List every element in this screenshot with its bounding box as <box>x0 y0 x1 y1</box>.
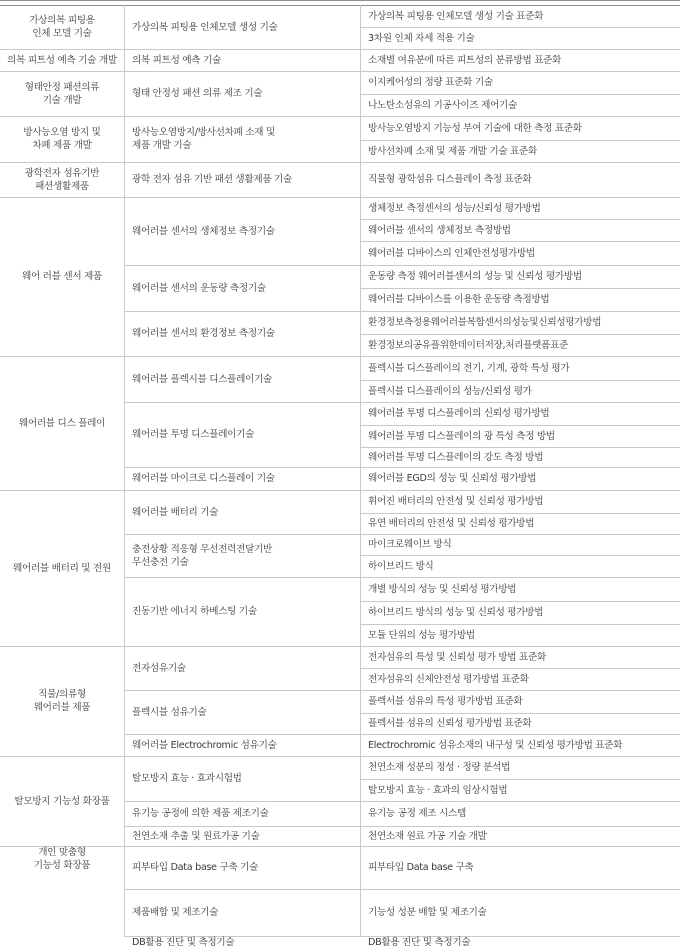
detail-standard-cell: DB활용 진단 및 측정기술 <box>368 937 471 948</box>
sub-technology-cell: 광학 전자 섬유 기반 패션 생활제품 기술 <box>132 174 292 185</box>
detail-standard-cell: 개별 방식의 성능 및 신뢰성 평가방법 <box>368 583 517 595</box>
detail-standard-cell: 전자섬유의 신체안전성 평가방법 표준화 <box>368 673 529 685</box>
detail-standard-cell: 웨어러블 센서의 생체정보 측정방법 <box>368 224 511 236</box>
sub-technology-cell: 웨어러블 센서의 운동량 측정기술 <box>132 282 266 294</box>
sub-technology-cell: 웨어러블 센서의 생체정보 측정기술 <box>132 225 275 237</box>
detail-standard-cell: 이지케어성의 정량 표준화 기술 <box>368 77 493 88</box>
detail-standard-cell: 환경정보측정용웨어러블복합센서의성능및신뢰성평가방법 <box>368 317 602 328</box>
detail-standard-cell: 유기능 공정 제조 시스템 <box>368 808 466 819</box>
main-category-cell: 웨어러블 디스 플레이 <box>18 417 106 429</box>
detail-standard-cell: 웨어러블 디바이스를 이용한 운동량 측정방법 <box>368 294 550 305</box>
sub-technology-cell: 플렉시블 섬유기술 <box>132 706 207 718</box>
detail-standard-cell: 탈모방지 효능 · 효과의 임상시험법 <box>368 784 508 796</box>
detail-standard-cell: 웨어러블 디바이스의 인체안전성평가방법 <box>368 247 535 259</box>
sub-technology-cell: 유기능 공정에 의한 제품 제조기술 <box>132 808 269 819</box>
detail-standard-cell: 피부타입 Data base 구축 <box>368 862 474 873</box>
detail-standard-cell: 3차원 인체 자세 적용 기술 <box>368 32 475 44</box>
detail-standard-cell: 소재별 여유분에 따른 피트성의 분류방법 표준화 <box>368 54 562 66</box>
sub-technology-cell: 의복 피트성 예측 기술 <box>132 54 221 66</box>
detail-standard-cell: 웨어러블 투명 디스플레이의 강도 측정 방법 <box>368 451 544 463</box>
main-category-cell: 광학전자 섬유기반 패션생활제품 <box>24 167 100 192</box>
sub-technology-cell: 웨어러블 센서의 환경정보 측정기술 <box>132 328 275 339</box>
sub-technology-cell: 전자섬유기술 <box>132 662 186 674</box>
sub-technology-cell: 진동기반 에너지 하베스팅 기술 <box>132 606 257 617</box>
sub-technology-cell: 웨어러블 Electrochromic 섬유기술 <box>132 739 277 751</box>
detail-standard-cell: 하이브리드 방식의 성능 및 신뢰성 평가방법 <box>368 607 544 618</box>
detail-standard-cell: 휘어진 배터리의 안전성 및 신뢰성 평가방법 <box>368 496 544 507</box>
detail-standard-cell: 가상의복 피팅용 인체모델 생성 기술 표준화 <box>368 10 544 22</box>
detail-standard-cell: 플렉시블 디스플레이의 성능/신뢰성 평가 <box>368 385 532 397</box>
detail-standard-cell: 모듈 단위의 성능 평가방법 <box>368 629 475 641</box>
detail-standard-cell: 웨어러블 투명 디스플레이의 신뢰성 평가방법 <box>368 408 550 419</box>
sub-technology-cell: 피부타입 Data base 구축 기술 <box>132 862 259 873</box>
sub-technology-cell: 가상의복 피팅용 인체모델 생성 기술 <box>132 21 278 33</box>
detail-standard-cell: 하이브리드 방식 <box>368 560 434 572</box>
detail-standard-cell: 전자섬유의 특성 및 신뢰성 평가 방법 표준화 <box>368 651 546 663</box>
sub-technology-cell: DB활용 진단 및 측정기술 <box>132 937 235 948</box>
main-category-cell: 방사능오염 방지 및 차폐 제품 개발 <box>23 127 101 151</box>
detail-standard-cell: 천연소재 원료 가공 기술 개발 <box>368 830 487 842</box>
sub-technology-cell: 제품배합 및 제조기술 <box>132 907 219 918</box>
sub-technology-cell: 웨어러블 마이크로 디스플레이 기술 <box>132 473 275 484</box>
sub-technology-cell: 충전상황 적응형 무선전력전달기반 무선충전 기술 <box>132 543 273 568</box>
main-category-cell: 웨어러블 배터리 및 전원 <box>13 562 111 574</box>
sub-technology-cell: 형태 안정성 패션 의류 제조 기술 <box>132 88 263 99</box>
detail-standard-cell: 웨어러블 투명 디스플레이의 광 특성 측정 방법 <box>368 430 555 442</box>
main-category-cell: 직물/의류형 웨어러블 제품 <box>33 689 91 713</box>
row-divider <box>0 0 680 1</box>
detail-standard-cell: 생체정보 측정센서의 성능/신뢰성 평가방법 <box>368 202 541 214</box>
sub-technology-cell: 웨어러블 플렉시블 디스플레이기술 <box>132 373 273 385</box>
main-category-cell: 형태안정 패션의류 기술 개발 <box>24 81 100 106</box>
main-category-cell: 웨어 러블 센서 제품 <box>22 271 102 282</box>
detail-standard-cell: 직물형 광학섬유 디스플레이 측정 표준화 <box>368 174 532 185</box>
main-category-cell: 가상의복 피팅용 인체 모델 기술 <box>29 15 95 39</box>
detail-standard-cell: 마이크로웨이브 방식 <box>368 539 452 550</box>
detail-standard-cell: 환경정보의공유플위한데이터저장,처리플랫폼표준 <box>368 339 569 351</box>
detail-standard-cell: Electrochromic 섬유소재의 내구성 및 신뢰성 평가방법 표준화 <box>368 739 623 751</box>
column-divider <box>360 5 361 936</box>
main-category-cell: 개인 맞춤형 기능성 화장품 <box>33 847 91 871</box>
sub-technology-cell: 탈모방지 효능 · 효과시험법 <box>132 773 242 784</box>
main-category-cell: 탈모방지 기능성 화장품 <box>14 795 110 807</box>
detail-standard-cell: 방사능오염방지 기능성 부여 기술에 대한 측정 표준화 <box>368 122 582 134</box>
detail-standard-cell: 방사선차폐 소재 및 제품 개발 기술 표준화 <box>368 145 537 157</box>
column-divider <box>124 5 125 936</box>
detail-standard-cell: 웨어러블 EGD의 성능 및 신뢰성 평가방법 <box>368 473 537 484</box>
sub-technology-cell: 웨어러블 투명 디스플레이기술 <box>132 429 255 440</box>
detail-standard-cell: 천연소재 성분의 정성 · 정량 분석법 <box>368 762 511 773</box>
detail-standard-cell: 운동량 측정 웨어러블센서의 성능 및 신뢰성 평가방법 <box>368 271 582 282</box>
detail-standard-cell: 기능성 성분 배합 및 제조기술 <box>368 907 487 918</box>
detail-standard-cell: 플렉서블 섬유의 신뢰성 평가방법 표준화 <box>368 718 532 729</box>
detail-standard-cell: 나노탄소섬유의 기공사이즈 제어기술 <box>368 99 517 111</box>
detail-standard-cell: 유연 배터리의 안전성 및 신뢰성 평가방법 <box>368 518 535 529</box>
sub-technology-cell: 웨어러블 배터리 기술 <box>132 506 219 518</box>
detail-standard-cell: 플렉시블 디스플레이의 전기, 기계, 광학 특성 평가 <box>368 362 570 374</box>
sub-technology-cell: 천연소재 추출 및 원료가공 기술 <box>132 830 260 842</box>
detail-standard-cell: 플렉서블 섬유의 특성 평가방법 표준화 <box>368 696 523 707</box>
main-category-cell: 의복 피트성 예측 기술 개발 <box>7 54 117 66</box>
sub-technology-cell: 방사능오염방지/방사선차폐 소재 및 제품 개발 기술 <box>132 127 275 151</box>
